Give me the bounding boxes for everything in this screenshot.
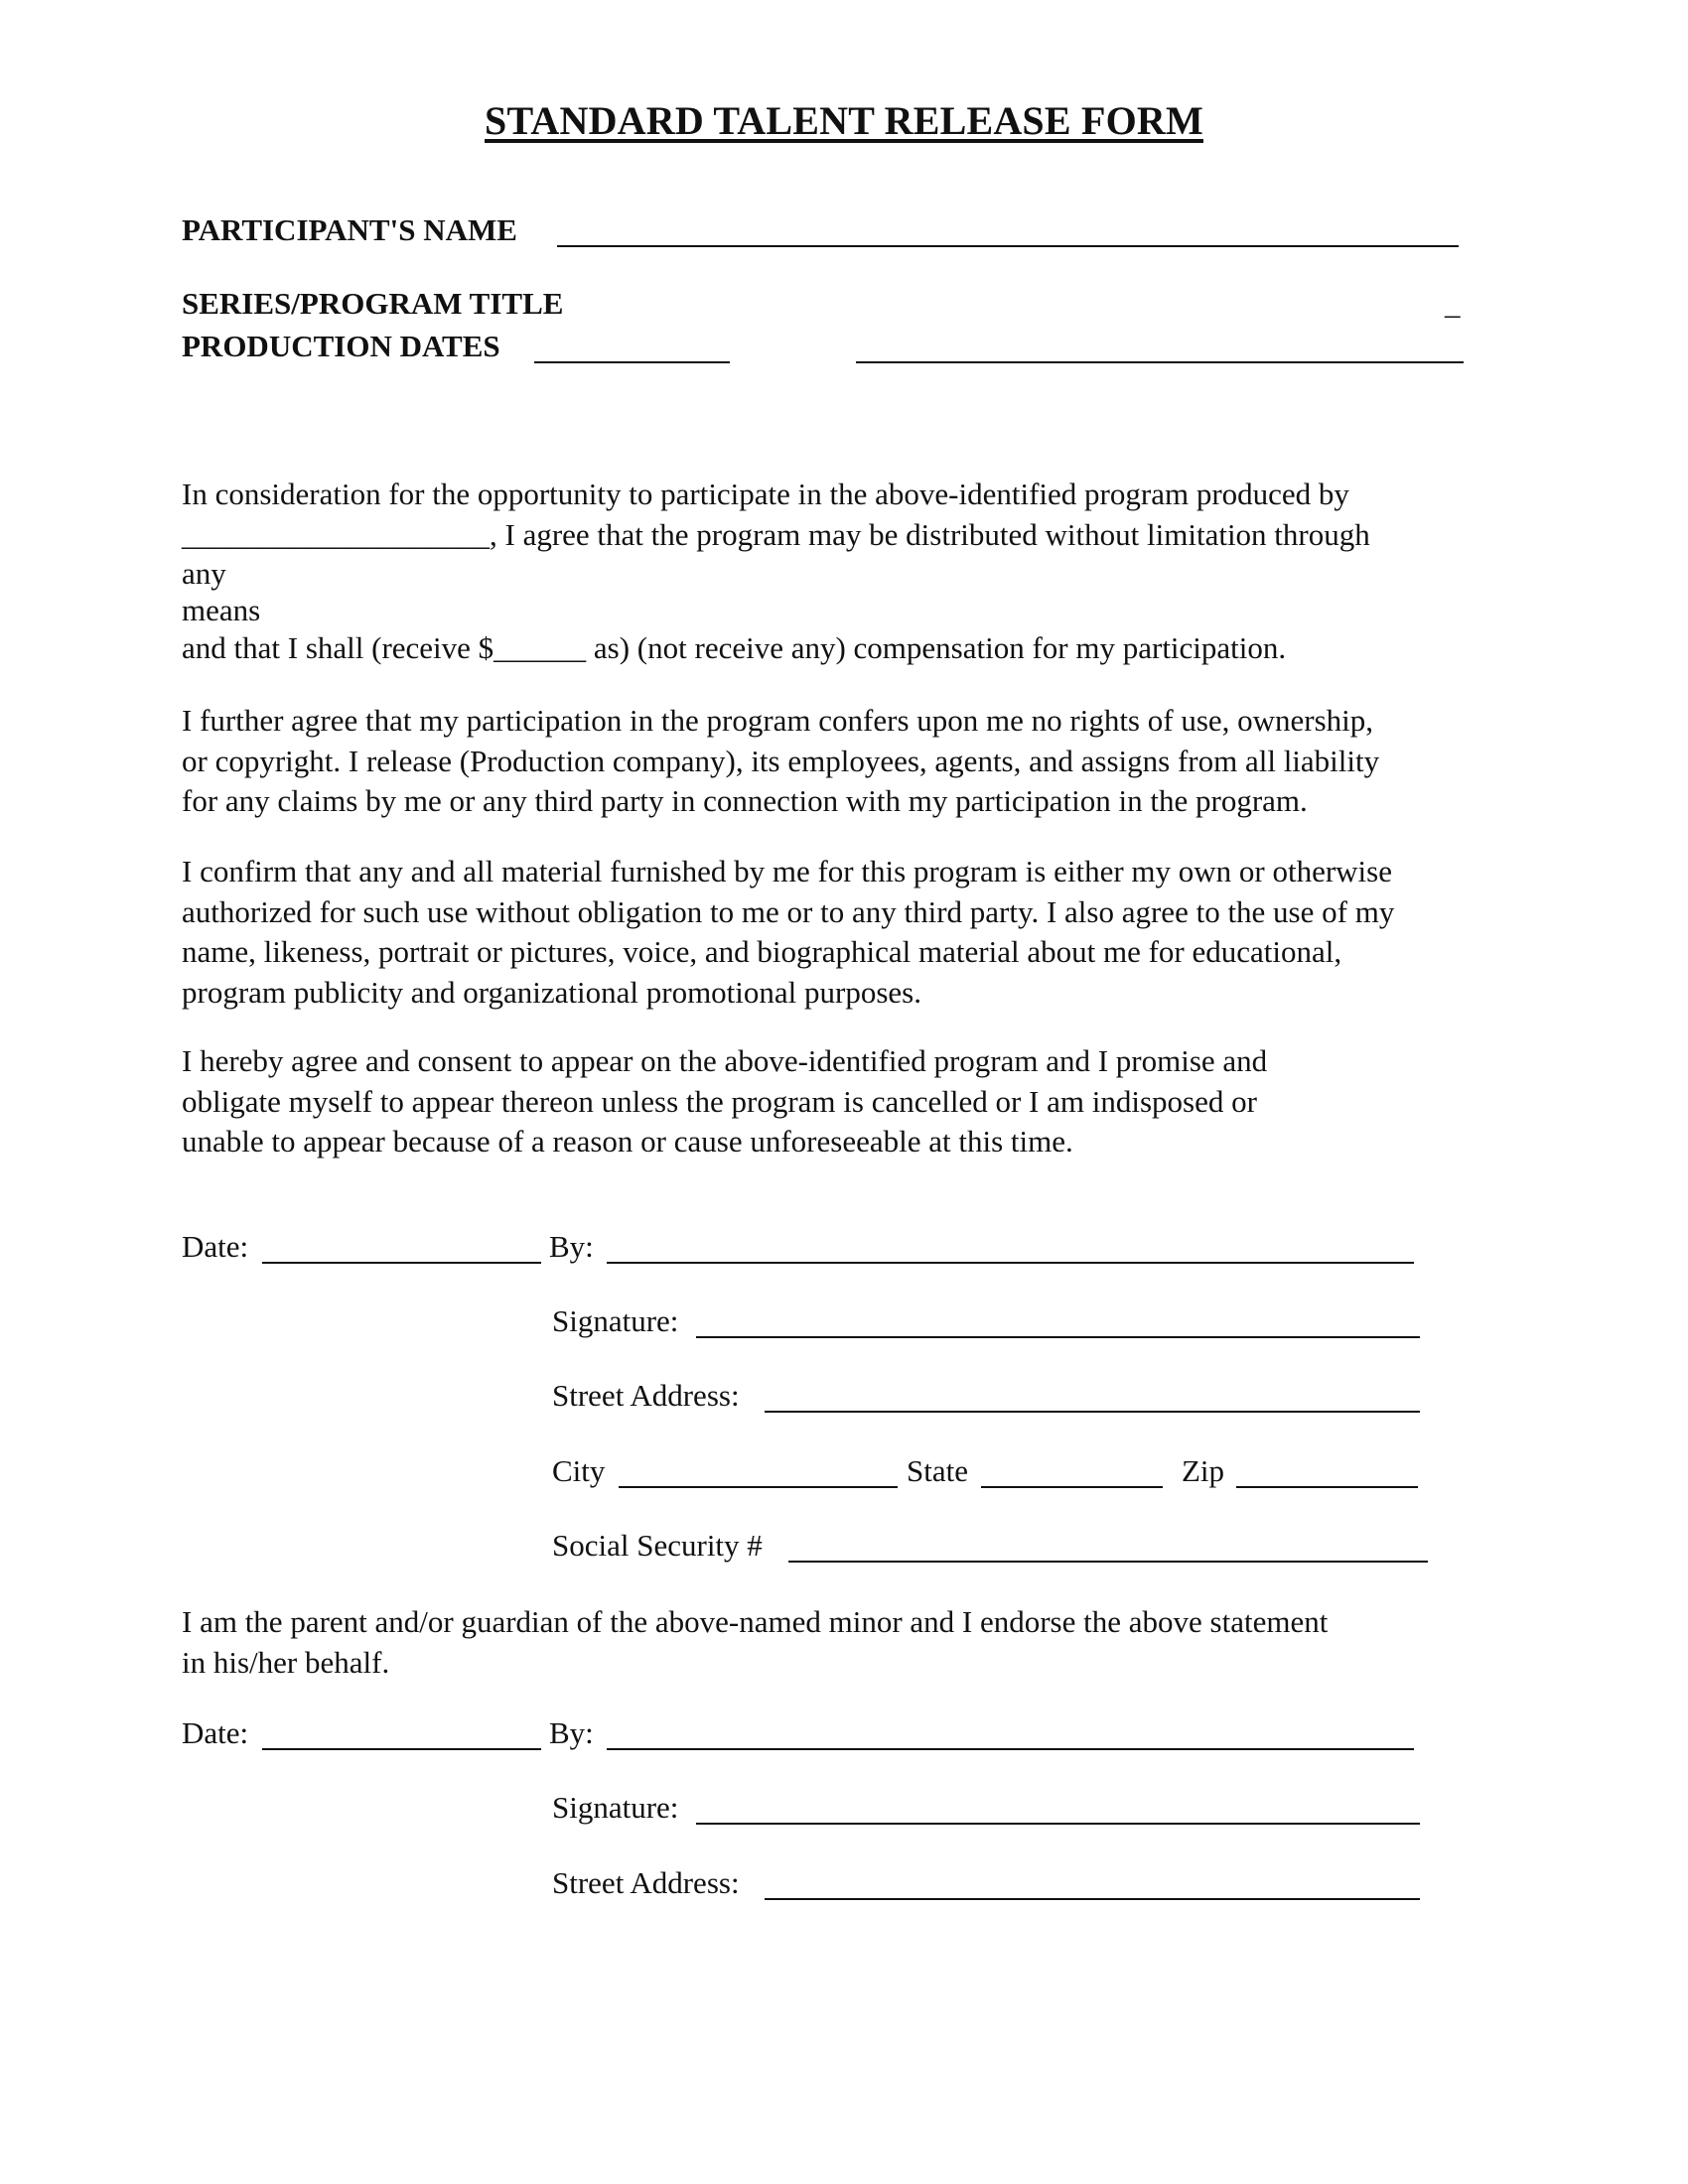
paragraph-line: obligate myself to appear thereon unless the program is cancelled or I am indisposed or [182, 1083, 1257, 1119]
city-label: City [552, 1453, 606, 1488]
state-field[interactable] [981, 1486, 1163, 1488]
date-label: Date: [182, 1229, 249, 1264]
guardian-by-label: By: [549, 1715, 594, 1750]
paragraph-line: any [182, 556, 226, 591]
guardian-by-field[interactable] [607, 1748, 1414, 1750]
paragraph-line: authorized for such use without obligation to me or to any third party. I also agree to the use of my [182, 893, 1395, 929]
consideration-paragraph [182, 475, 1512, 669]
production-dates-field[interactable] [534, 361, 730, 363]
paragraph-line: for any claims by me or any third party in connection with my participation in the program. [182, 783, 1308, 818]
signature-field[interactable] [696, 1336, 1420, 1338]
paragraph-line: or copyright. I release (Production company), its employees, agents, and assigns from all liability [182, 743, 1380, 778]
material-paragraph [182, 852, 1512, 1013]
participant-name-field[interactable] [557, 245, 1459, 247]
paragraph-line: program publicity and organizational promotional purposes. [182, 974, 921, 1010]
paragraph-line: In consideration for the opportunity to participate in the above-identified program produced by [182, 477, 1349, 511]
paragraph-line: I hereby agree and consent to appear on the above-identified program and I promise and [182, 1043, 1268, 1078]
rights-paragraph [182, 701, 1512, 822]
guardian-statement [182, 1602, 1512, 1683]
paragraph-line: I further agree that my participation in the program confers upon me no rights of use, ownership, [182, 703, 1374, 738]
city-field[interactable] [619, 1486, 898, 1488]
guardian-signature-field[interactable] [696, 1823, 1420, 1825]
paragraph-line: I confirm that any and all material furnished by me for this program is either my own or otherwise [182, 854, 1392, 888]
guardian-street-address-field[interactable] [765, 1898, 1420, 1900]
date-field[interactable] [262, 1262, 541, 1264]
social-security-label: Social Security # [552, 1528, 763, 1563]
paragraph-line: unable to appear because of a reason or cause unforeseeable at this time. [182, 1124, 1073, 1159]
guardian-street-address-label: Street Address: [552, 1865, 740, 1900]
participant-name-label: PARTICIPANT'S NAME [182, 212, 517, 247]
state-label: State [907, 1453, 968, 1488]
production-dates-label: PRODUCTION DATES [182, 329, 500, 363]
paragraph-line: in his/her behalf. [182, 1644, 390, 1680]
series-title-field[interactable] [856, 361, 1464, 363]
social-security-field[interactable] [788, 1561, 1428, 1563]
zip-label: Zip [1182, 1453, 1225, 1488]
guardian-signature-label: Signature: [552, 1790, 679, 1825]
form-title: STANDARD TALENT RELEASE FORM [485, 98, 1203, 143]
by-label: By: [549, 1229, 594, 1264]
series-title-label: SERIES/PROGRAM TITLE [182, 286, 564, 321]
paragraph-line: and that I shall (receive $______ as) (not receive any) compensation for my participation. [182, 630, 1287, 665]
street-address-field[interactable] [765, 1411, 1420, 1413]
paragraph-line: means [182, 593, 261, 627]
consent-paragraph [182, 1041, 1512, 1162]
zip-field[interactable] [1236, 1486, 1418, 1488]
paragraph-line: name, likeness, portrait or pictures, voice, and biographical material about me for educational, [182, 934, 1342, 969]
guardian-date-label: Date: [182, 1715, 249, 1750]
paragraph-line: I am the parent and/or guardian of the above-named minor and I endorse the above statement [182, 1604, 1329, 1639]
series-title-trailing-mark: _ [1445, 286, 1461, 321]
by-field[interactable] [607, 1262, 1414, 1264]
paragraph-line: ____________________, I agree that the program may be distributed without limitation through [182, 516, 1370, 552]
guardian-date-field[interactable] [262, 1748, 541, 1750]
signature-label: Signature: [552, 1303, 679, 1338]
street-address-label: Street Address: [552, 1378, 740, 1413]
